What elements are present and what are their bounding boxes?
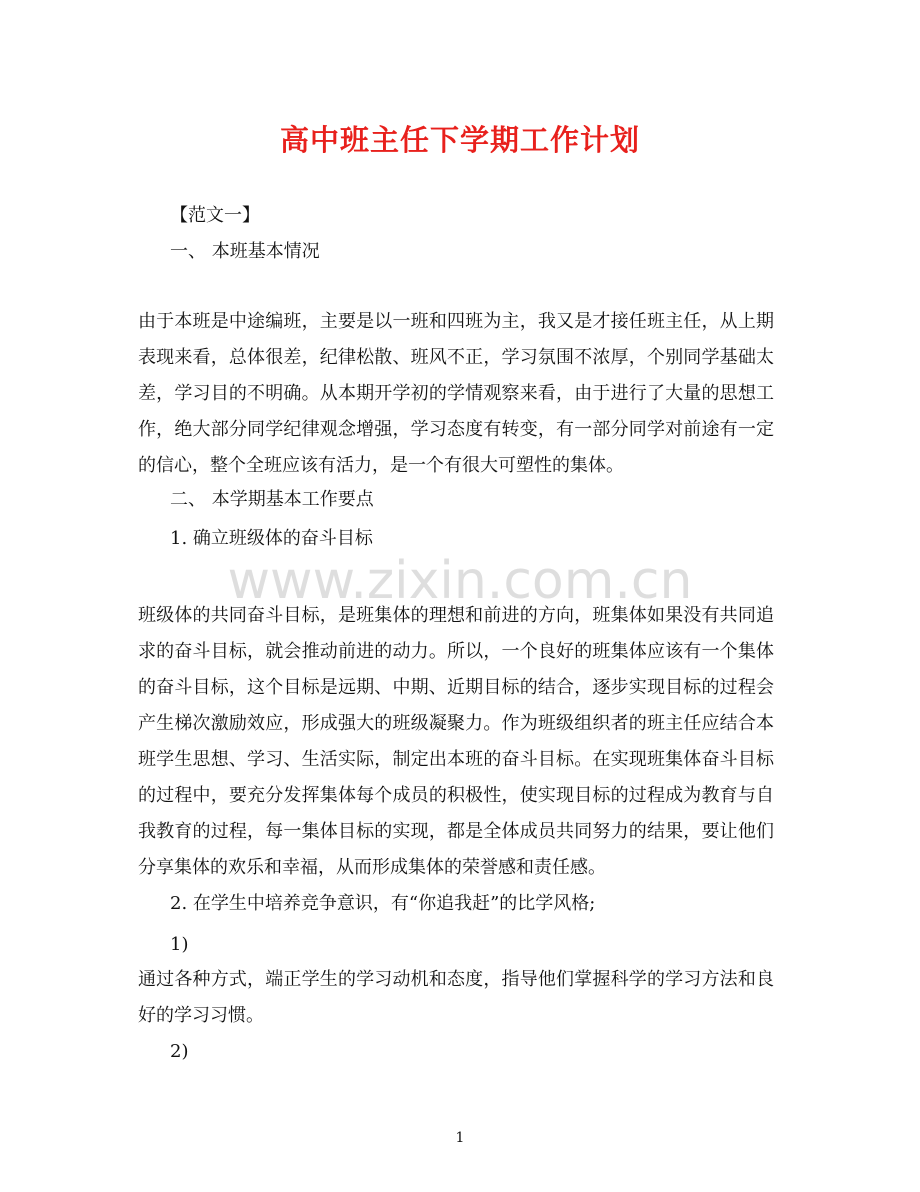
paragraph-sub-1: 通过各种方式，端正学生的学习动机和态度，指导他们掌握科学的学习方法和良好的学习习惯。 bbox=[138, 969, 774, 1026]
section-label: 【范文一】 bbox=[170, 205, 260, 226]
heading-basic-situation: 一、 本班基本情况 bbox=[170, 241, 320, 262]
sub-item-1: 1) bbox=[170, 934, 189, 955]
paragraph-goal: 班级体的共同奋斗目标，是班集体的理想和前进的方向，班集体如果没有共同追求的奋斗目标，就会推动前进的动力。所以，一个良好的班集体应该有一个集体的奋斗目标，这个目标是远期、中期、近期目标的结合，逐步实现目标的过程会产生梯次激励效应，形成强大的班级凝聚力。作为班级组织者的班主任应结合本班学生思想、学习、生活实际，制定出本班的奋斗目标。在实现班集体奋斗目标的过程中，要充分发挥集体每个成员的积极性，使实现目标的过程成为教育与自我教育的过程，每一集体目标的实现，都是全体成员共同努力的结果，要让他们分享集体的欢乐和幸福，从而形成集体的荣誉感和责任感。 bbox=[138, 605, 774, 878]
list-item-goal: 1. 确立班级体的奋斗目标 bbox=[170, 528, 373, 549]
paragraph-basic-situation: 由于本班是中途编班，主要是以一班和四班为主，我又是才接任班主任，从上期表现来看，总体很差，纪律松散、班风不正，学习氛围不浓厚，个别同学基础太差，学习目的不明确。从本期开学初的学情观察来看，由于进行了大量的思想工作，绝大部分同学纪律观念增强，学习态度有转变，有一部分同学对前途有一定的信心，整个全班应该有活力，是一个有很大可塑性的集体。 bbox=[138, 311, 774, 476]
sub-item-2: 2) bbox=[170, 1041, 189, 1062]
page-number: 1 bbox=[455, 1130, 465, 1146]
watermark: www.zixin.com.cn bbox=[227, 551, 693, 611]
heading-work-points: 二、 本学期基本工作要点 bbox=[170, 489, 374, 510]
document-title: 高中班主任下学期工作计划 bbox=[279, 123, 640, 157]
list-item-competition: 2. 在学生中培养竞争意识，有“你追我赶”的比学风格; bbox=[170, 893, 596, 914]
